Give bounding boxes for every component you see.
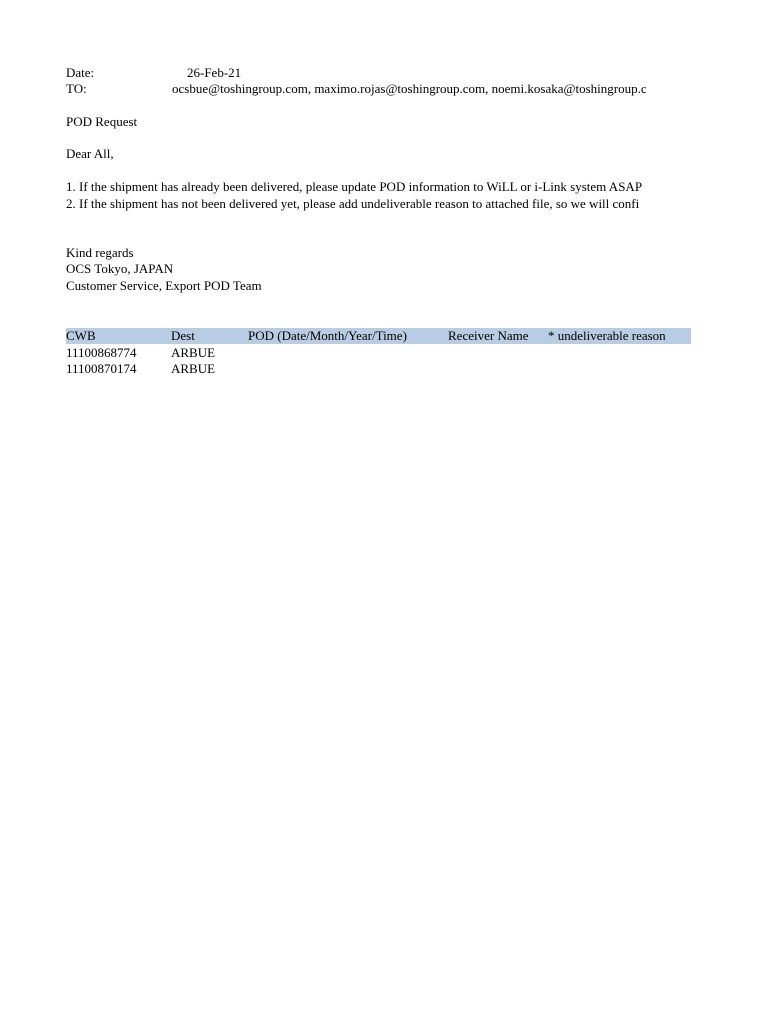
signature-line-2: OCS Tokyo, JAPAN [66,261,174,276]
greeting-line: Dear All, [66,146,114,161]
column-header-pod: POD (Date/Month/Year/Time) [248,328,407,343]
date-value: 26-Feb-21 [187,65,242,80]
subject-line: POD Request [66,114,138,129]
table-header-row [66,328,691,344]
signature-line-1: Kind regards [66,245,134,260]
body-line-1: 1. If the shipment has already been delivered, please update POD information to WiLL or i-Link system ASAP [66,179,643,194]
body-line-2: 2. If the shipment has not been delivered yet, please add undeliverable reason to attached file, so we will confi [66,196,640,211]
column-header-cwb: CWB [66,328,96,343]
column-header-undeliverable-reason: * undeliverable reason [548,328,666,343]
dest-cell: ARBUE [171,361,216,376]
sheet-content [66,0,691,400]
to-recipients: ocsbue@toshingroup.com, maximo.rojas@toshingroup.com, noemi.kosaka@toshingroup.c [172,81,647,96]
signature-line-3: Customer Service, Export POD Team [66,278,262,293]
date-label: Date: [66,65,95,80]
column-header-receiver-name: Receiver Name [448,328,529,343]
dest-cell: ARBUE [171,345,216,360]
cwb-cell: 11100870174 [66,361,137,376]
column-header-dest: Dest [171,328,195,343]
to-label: TO: [66,81,87,96]
cwb-cell: 11100868774 [66,345,137,360]
